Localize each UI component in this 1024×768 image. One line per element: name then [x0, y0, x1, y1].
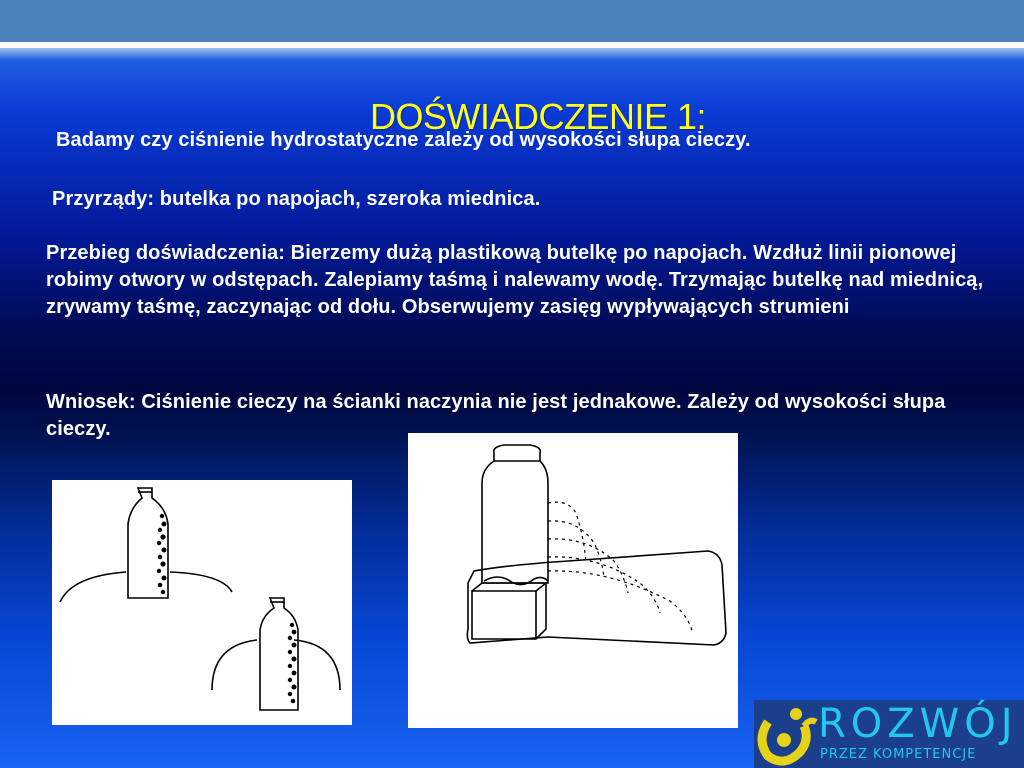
logo-mark-icon [754, 700, 818, 768]
bottles-illustration [52, 480, 352, 725]
logo-subtitle: PRZEZ KOMPETENCJE [820, 747, 977, 762]
water-jets-illustration [408, 433, 738, 728]
paragraph-equipment: Przyrządy: butelka po napojach, szeroka miednica. [52, 188, 541, 210]
paragraph-purpose: Badamy czy ciśnienie hydrostatyczne zależy od wysokości słupa cieczy. [56, 129, 751, 151]
paragraph-procedure: Przebieg doświadczenia: Bierzemy dużą plastikową butelkę po napojach. Wzdłuż linii pionowej robimy otwory w odstępach. Zalepiamy taśmą i nalewamy wodę. Trzymając butelkę nad miednicą, zrywamy taśmę, zaczynając od dołu. Obserwujemy zasięg wypływających strumieni [46, 242, 984, 318]
paragraph-conclusion: Wniosek: Ciśnienie cieczy na ścianki naczynia nie jest jednakowe. Zależy od wysokości słupa cieczy. [46, 391, 946, 440]
logo-word: ROZWÓJ [818, 701, 1018, 747]
rozwoj-logo [754, 700, 1024, 768]
slide-title: DOŚWIADCZENIE 1: [369, 96, 707, 138]
